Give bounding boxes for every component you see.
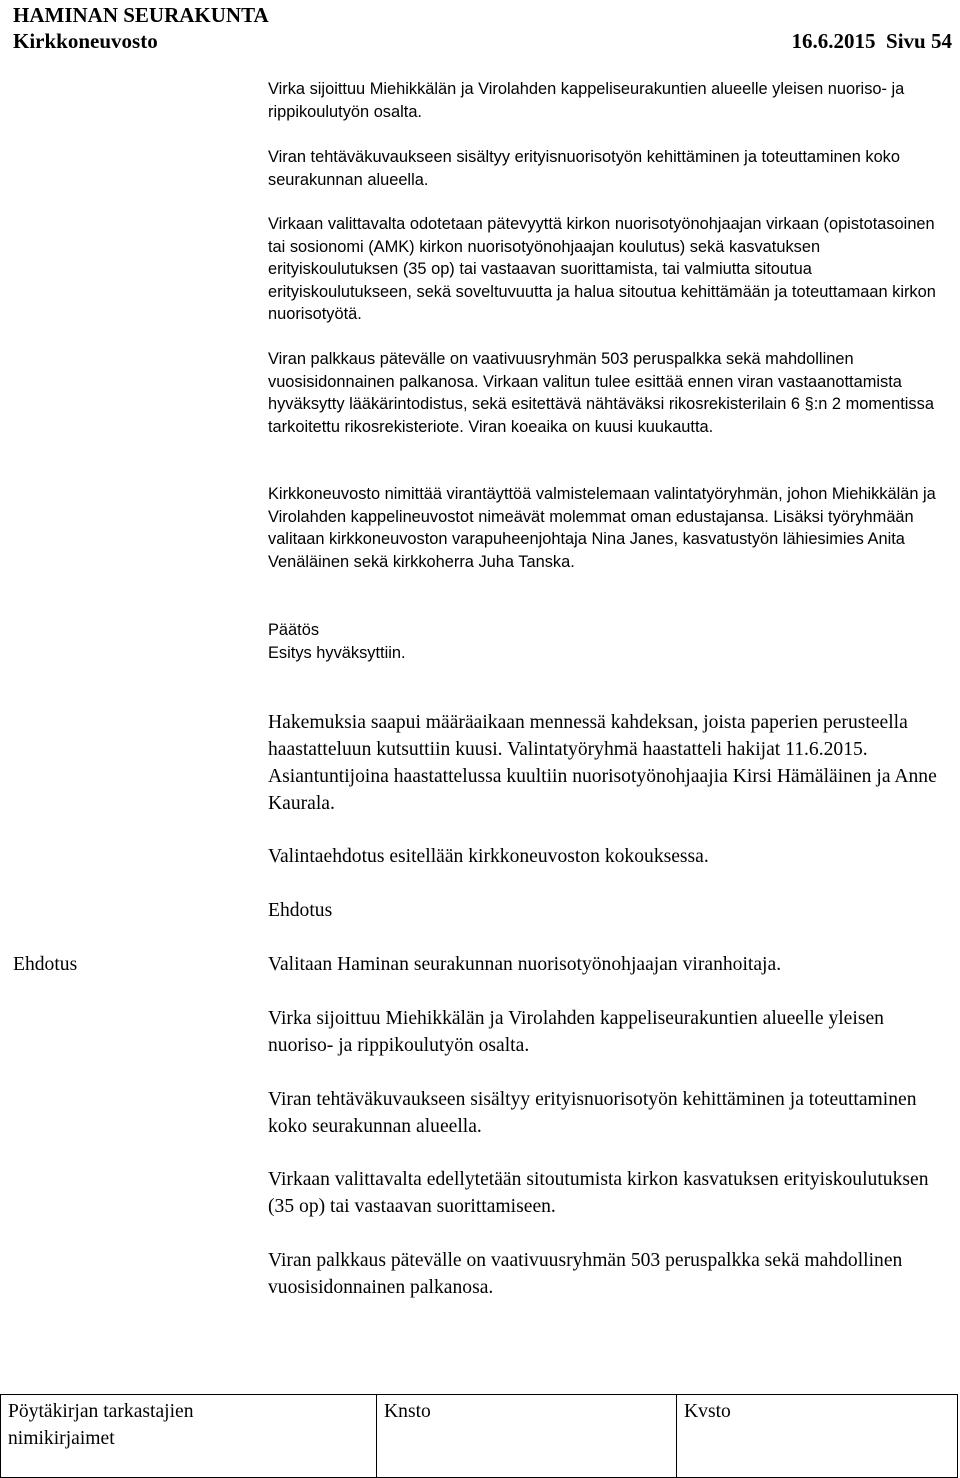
proposal-heading: Ehdotus [268,900,333,921]
proposal-paragraph-duties: Viran tehtäväkuvaukseen sisältyy erityisnuorisotyön kehittäminen ja toteuttaminen koko seurakunnan alueella. [268,148,900,189]
date-and-page-number: 16.6.2015 Sivu 54 [791,29,952,53]
footer-knsto-cell [377,1395,677,1477]
footer-inspectors-cell [1,1395,377,1477]
decision-text: Esitys hyväksyttiin. [268,644,406,662]
footer-kvsto-cell [677,1395,957,1477]
footer-inspectors-label-line2: nimikirjaimet [8,1428,115,1449]
proposal-salary: Viran palkkaus pätevälle on vaativuusryhmän 503 peruspalkka sekä mahdollinen vuosisidonnainen palkanosa. [268,1250,903,1298]
footer-inspectors-label-line1: Pöytäkirjan tarkastajien [8,1401,194,1422]
proposal-requirements: Virkaan valittavalta edellytetään sitoutumista kirkon kasvatuksen erityiskoulutuksen (35 op) tai vastaavan suorittamiseen. [268,1169,929,1217]
signature-footer [0,1394,958,1478]
proposal-duties: Viran tehtäväkuvaukseen sisältyy erityisnuorisotyön kehittäminen ja toteuttaminen koko seurakunnan alueella. [268,1089,917,1137]
presentation-note: Valintaehdotus esitellään kirkkoneuvoston kokouksessa. [268,846,709,867]
decision-label: Päätös [268,621,320,639]
proposal-paragraph-location: Virka sijoittuu Miehikkälän ja Virolahden kappeliseurakuntien alueelle yleisen nuoriso- ja rippikoulutyön osalta. [268,80,905,121]
proposal-selection: Valitaan Haminan seurakunnan nuorisotyönohjaajan viranhoitaja. [268,954,782,975]
side-label-proposal: Ehdotus [13,954,78,975]
footer-kvsto-label: Kvsto [684,1401,731,1422]
footer-knsto-label: Knsto [384,1401,431,1422]
proposal-paragraph-qualifications: Virkaan valittavalta odotetaan pätevyyttä kirkon nuorisotyönohjaajan virkaan (opistotasoinen tai sosionomi (AMK) kirkon nuorisotyönohjaajan koulutus) sekä kasvatuksen erityiskoulutuksen (35 op) tai vastaavan suorittamista, tai valmiutta sitoutua erityiskoulutukseen, sekä soveltuvuutta ja halua sitoutua kehittämään ja toteuttamaan kirkon nuorisotyötä. [268,215,936,323]
organization-name: HAMINAN SEURAKUNTA [13,3,269,27]
meeting-body: Kirkkoneuvosto [13,29,158,53]
proposal-paragraph-salary: Viran palkkaus pätevälle on vaativuusryhmän 503 peruspalkka sekä mahdollinen vuosisidonnainen palkanosa. Virkaan valitun tulee esittää ennen viran vastaanottamista hyväksytty lääkärintodistus, sekä esitettävä nähtäväksi rikosrekisterilain 6 §:n 2 momentissa tarkoitettu rikosrekisteriote. Viran koeaika on kuusi kuukautta. [268,350,934,436]
proposal-location: Virka sijoittuu Miehikkälän ja Virolahden kappeliseurakuntien alueelle yleisen nuoriso- ja rippikoulutyön osalta. [268,1008,884,1056]
applications-paragraph: Hakemuksia saapui määräaikaan mennessä kahdeksan, joista paperien perusteella haastatteluun kutsuttiin kuusi. Valintatyöryhmä haastatteli hakijat 11.6.2015. Asiantuntijoina haastattelussa kuultiin nuorisotyönohjaajia Kirsi Hämäläinen ja Anne Kaurala. [268,712,937,814]
proposal-paragraph-working-group: Kirkkoneuvosto nimittää virantäyttöä valmistelemaan valintatyöryhmän, johon Miehikkälän ja Virolahden kappelineuvostot nimeävät molemmat oman edustajansa. Lisäksi työryhmään valitaan kirkkoneuvoston varapuheenjohtaja Nina Janes, kasvatustyön lähiesimies Anita Venäläinen sekä kirkkoherra Juha Tanska. [268,485,936,571]
page-header [13,2,269,54]
